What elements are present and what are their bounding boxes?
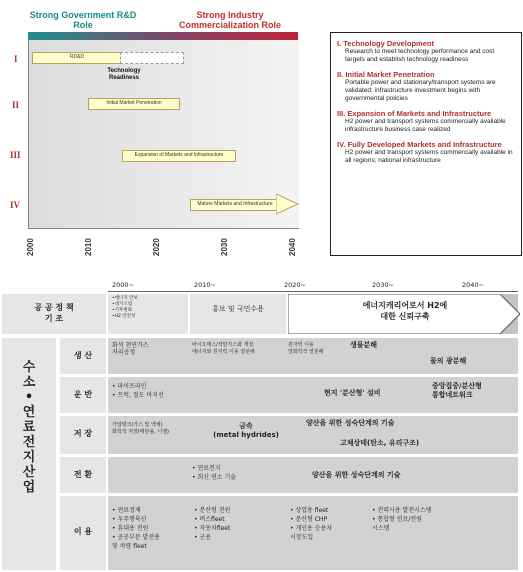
production-2010: 바이오매스/석탄가스화 개질 에너지와 원자력 이용 열분해 (192, 342, 255, 355)
policy-2020: 에너지캐리어로서 H2에 대한 신뢰구축 (362, 301, 448, 321)
hydrogen-roadmap-diagram (0, 0, 523, 262)
technology-readiness-label: Technology Readiness (107, 68, 141, 81)
mature-arrow-head (276, 192, 300, 216)
legend-item-3 (337, 109, 515, 134)
transport-2030: 중앙집중/분산형 통합네트워크 (432, 382, 482, 399)
rd-bar: RD&D (32, 52, 122, 64)
table-year-2010: 2010~ (194, 281, 216, 289)
row-label-conversion: 전 환 (60, 457, 106, 493)
initial-market-bar: Initial Market Penetration (88, 98, 180, 110)
storage-2000: 가압탱크(가스 및 액체) 화학적 저장(메탄올, 디젤) (112, 422, 169, 435)
legend-heading: III. Expansion of Markets and Infrastructure (337, 109, 492, 118)
transport-2020: 현지 '분산형' 설비 (324, 389, 381, 397)
storage-2020: 양산을 위한 성숙단계의 기술 (306, 419, 395, 427)
legend-heading: II. Initial Market Penetration (337, 70, 435, 79)
table-year-2030: 2030~ (372, 281, 394, 289)
korean-roadmap-table (0, 278, 523, 572)
year-2030: 2030 (220, 238, 229, 256)
year-2020: 2020 (152, 238, 161, 256)
phase-label-1: I (14, 54, 18, 64)
rd-extension (120, 52, 184, 64)
legend-item-4 (337, 140, 515, 165)
row-label-usage: 이 용 (60, 496, 106, 570)
phase-legend-box (330, 32, 522, 256)
table-year-2000: 2000~ (112, 281, 134, 289)
row-label-production: 생 산 (60, 338, 106, 374)
hydrogen-fuelcell-industry-title: 수 소 • 연 료 전 지 산 업 (22, 360, 36, 495)
production-biological: 생물분해 (350, 341, 378, 349)
legend-heading: IV. Fully Developed Markets and Infrastructure (337, 140, 502, 149)
usage-2020: • 상업용 fleet • 분산형 CHP • 개인용 승용차 시장도입 (290, 507, 333, 541)
year-2040: 2040 (288, 238, 297, 256)
row-label-transport: 운 반 (60, 377, 106, 413)
legend-heading: I. Technology Development (337, 39, 434, 48)
policy-2010: 홍보 및 국민수용 (190, 294, 286, 334)
phase-label-4: IV (10, 200, 21, 210)
legend-text: H2 power and transport systems commercially available infrastructure business case realized (345, 118, 506, 133)
table-year-2040: 2040~ (462, 281, 484, 289)
storage-2010: 금속 (metal hydrides) (213, 422, 279, 439)
usage-2000: • 연료정제 • 우주행룩선 • 휴대용 전원 • 공공부문 발전용 및 차량 fleet (112, 507, 160, 550)
conversion-2020: 양산을 위한 성숙단계의 기술 (312, 471, 401, 479)
expansion-bar: Expansion of Markets and Infrastructure (122, 150, 236, 162)
usage-2030: • 전력사용 발전시스템 • 통합형 연료/전원 시스템 (372, 507, 432, 532)
usage-2010: • 분산형 전원 • 버스fleet • 자동차fleet • 군용 (194, 507, 231, 541)
year-2010: 2010 (84, 238, 93, 256)
legend-text: H2 power and transport systems commercially available in all regions; national infrastructure (345, 149, 513, 164)
role-gradient-bar (28, 32, 298, 40)
phase-label-2: II (12, 100, 20, 110)
production-photolysis: 물의 광분해 (430, 357, 467, 365)
header-divider (108, 291, 518, 292)
legend-item-1 (337, 39, 515, 64)
policy-label: 공 공 정 책 기 조 (2, 294, 106, 334)
role-industry-label: Strong Industry Commercialization Role (178, 10, 282, 30)
storage-2030: 고체상태(탄소, 유리구조) (340, 439, 420, 447)
conversion-2010: • 연료전지 • 희신 연소 기술 (192, 465, 237, 481)
policy-items: •에너지 안보 •대기오염 •기후변화 •H2 안전성 (108, 294, 188, 334)
mature-market-bar: Mature Markets and Infrastructure (190, 199, 280, 211)
production-2000: 화석 천연가스 저리공정 (112, 342, 149, 356)
legend-text: Portable power and stationary/transport systems are validated; infrastructure investment begins with governmental policies (345, 79, 496, 102)
row-label-storage: 저 장 (60, 416, 106, 454)
phase-label-3: III (10, 150, 21, 160)
transport-2000: • 파이프라인 • 트럭, 철도 바지선 (112, 383, 164, 399)
production-2020: 원자력 이용 열화학적 열분해 (288, 342, 324, 355)
legend-text: Research to meet technology performance and cost targets and establish technology readiness (345, 48, 495, 63)
table-year-2020: 2020~ (284, 281, 306, 289)
role-government-label: Strong Government R&D Role (29, 10, 137, 30)
year-2000: 2000 (26, 238, 35, 256)
legend-item-2 (337, 70, 515, 103)
